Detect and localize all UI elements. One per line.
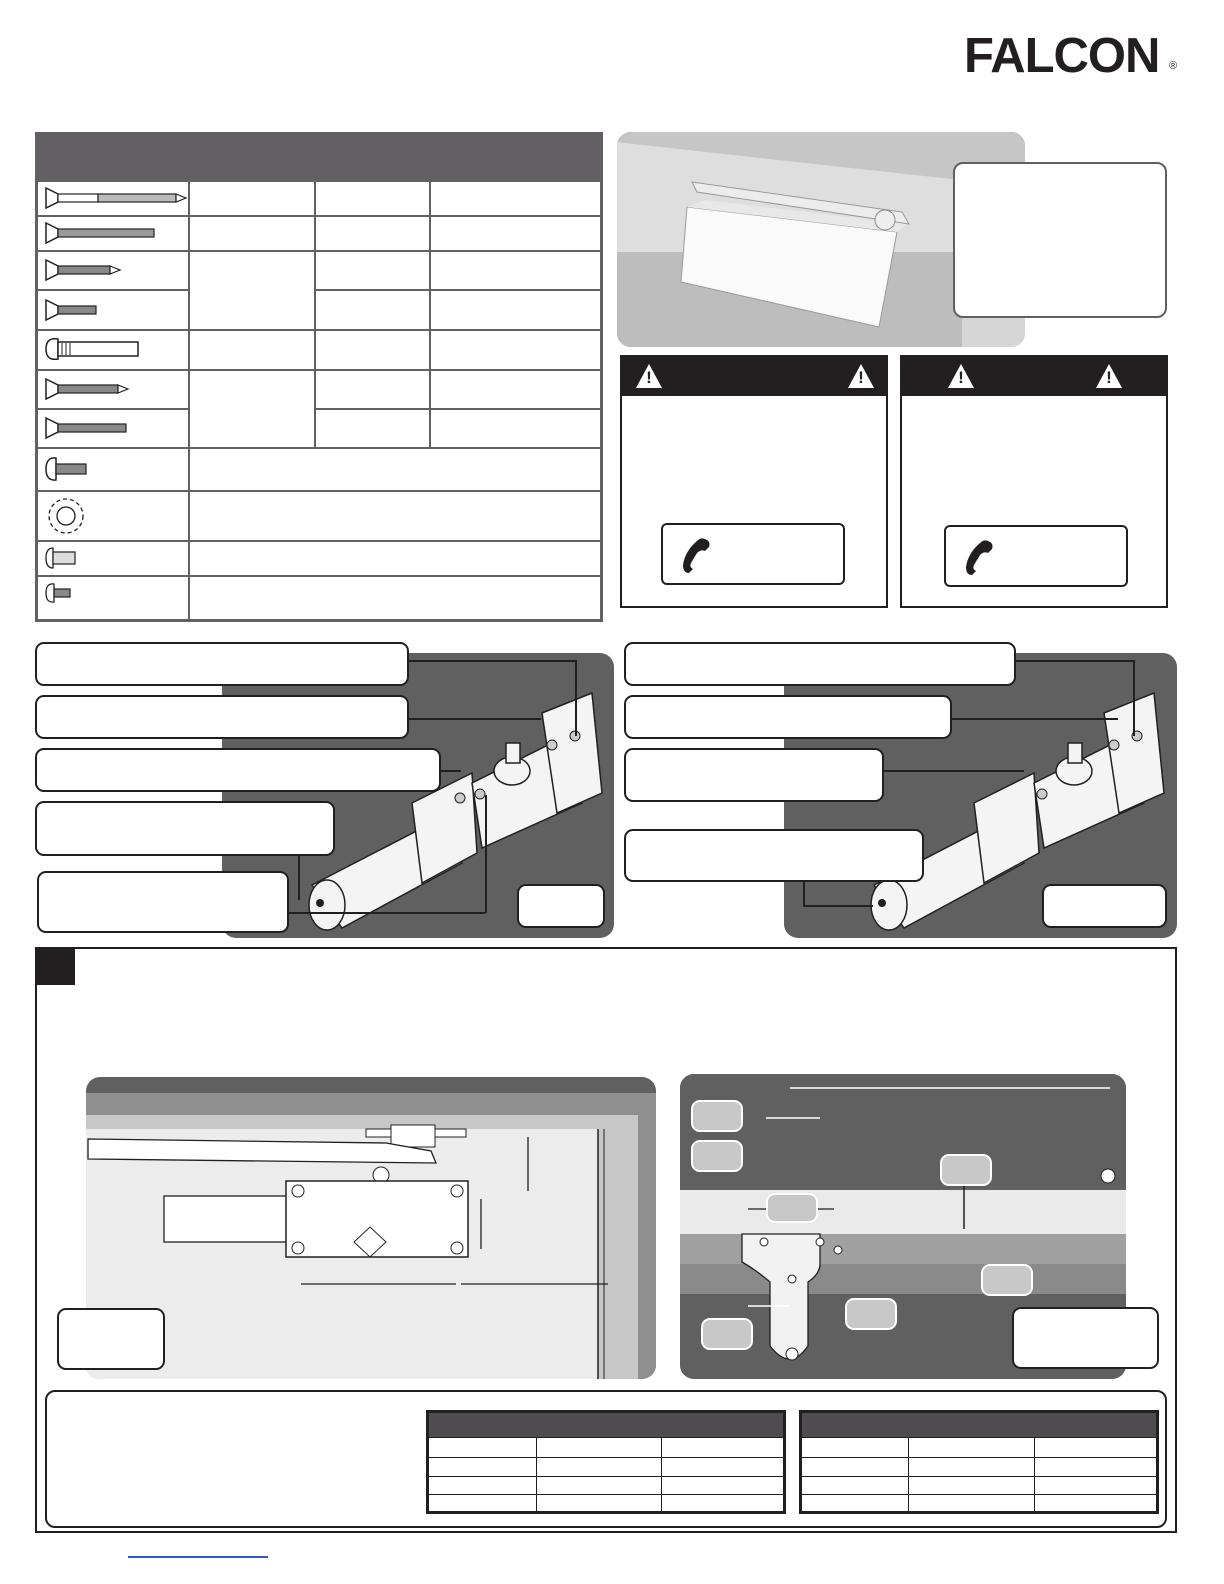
table-row	[802, 1494, 1156, 1495]
machine-screw-medium-icon	[44, 414, 134, 442]
fastener-table-header	[38, 135, 600, 180]
footer-link[interactable]	[128, 1556, 268, 1558]
machine-screw-icon	[44, 296, 104, 324]
leader-line	[1133, 660, 1135, 736]
leader-line	[884, 770, 1024, 772]
mounting-template-drawing-left	[86, 1077, 656, 1379]
model-label	[1042, 884, 1167, 928]
lock-washer-icon	[44, 494, 88, 538]
warning-header	[622, 357, 886, 396]
warning-box-left	[620, 355, 888, 608]
model-label	[517, 884, 605, 928]
leader-line	[409, 718, 541, 720]
table-row	[314, 289, 603, 291]
dimension-tag	[981, 1264, 1033, 1296]
template-callout	[57, 1308, 165, 1370]
dimension-tag	[691, 1100, 743, 1132]
warning-header	[902, 357, 1166, 396]
small-screw-icon	[44, 580, 80, 606]
step-number-badge	[37, 949, 75, 985]
leader-line	[952, 718, 1118, 720]
adjustment-label	[37, 871, 289, 933]
fastener-table	[35, 132, 603, 622]
table-header	[429, 1413, 783, 1437]
exclamation-icon: !	[1106, 368, 1112, 387]
table-divider	[536, 1437, 537, 1511]
wood-screw-long-icon	[44, 184, 189, 212]
table-row	[429, 1457, 783, 1458]
table-row	[38, 447, 600, 449]
phone-icon	[679, 535, 713, 575]
leader-line	[441, 770, 461, 772]
adjustment-label	[624, 829, 924, 882]
table-divider	[908, 1437, 909, 1511]
adjustment-label	[624, 695, 952, 739]
sex-nut-icon	[44, 335, 144, 363]
adjustment-label	[35, 748, 441, 792]
closer-callout	[953, 162, 1167, 318]
leader-line	[485, 795, 487, 913]
table-row	[38, 250, 600, 252]
template-callout	[1012, 1307, 1159, 1369]
dimension-tag	[845, 1298, 897, 1330]
door-frame-mounting-diagram	[86, 1077, 656, 1379]
dimension-tag	[701, 1318, 753, 1350]
dimension-table-right	[799, 1410, 1159, 1514]
table-divider	[429, 180, 431, 447]
exclamation-icon: !	[958, 368, 964, 387]
dimension-tag	[940, 1154, 992, 1186]
brand-name: FALCON	[964, 29, 1160, 83]
adjustment-label	[35, 695, 409, 739]
table-divider	[661, 1437, 662, 1511]
table-row	[38, 289, 188, 291]
falcon-logo	[964, 30, 1184, 82]
table-row	[38, 408, 188, 410]
table-row	[802, 1476, 1156, 1477]
table-row	[429, 1437, 783, 1438]
leader-line	[803, 882, 805, 906]
leader-line	[289, 912, 485, 914]
table-row	[38, 180, 600, 182]
wood-screw-icon	[44, 256, 134, 284]
grommet-nut-icon	[44, 545, 84, 571]
table-row	[314, 408, 603, 410]
table-row	[429, 1476, 783, 1477]
exclamation-icon: !	[646, 368, 652, 387]
table-row	[38, 575, 600, 577]
leader-line	[803, 905, 873, 907]
table-divider	[1034, 1437, 1035, 1511]
table-row	[38, 215, 188, 217]
adjustment-label	[624, 748, 884, 802]
adjustment-label	[35, 642, 409, 686]
leader-line	[1016, 660, 1134, 662]
leader-line	[575, 660, 577, 736]
phone-contact-box	[944, 525, 1128, 587]
table-row	[429, 1494, 783, 1495]
wood-screw-medium-icon	[44, 375, 134, 403]
adjustment-label	[35, 801, 335, 856]
leader-line	[298, 856, 300, 900]
table-row	[188, 215, 603, 217]
exclamation-icon: !	[858, 368, 864, 387]
phone-contact-box	[661, 523, 845, 585]
dimension-tag	[691, 1140, 743, 1172]
pan-head-screw-icon	[44, 453, 94, 485]
dimension-tag	[766, 1193, 818, 1223]
machine-screw-long-icon	[44, 219, 164, 247]
table-row	[38, 329, 600, 331]
table-divider	[314, 180, 316, 447]
table-row	[38, 540, 600, 542]
table-header	[802, 1413, 1156, 1437]
table-row	[38, 369, 600, 371]
leader-line	[409, 660, 575, 662]
table-divider	[188, 180, 190, 619]
phone-icon	[962, 537, 996, 577]
adjustment-label	[624, 642, 1016, 686]
table-row	[802, 1457, 1156, 1458]
dimension-table-left	[426, 1410, 786, 1514]
table-row	[802, 1437, 1156, 1438]
warning-box-right	[900, 355, 1168, 608]
table-row	[38, 490, 600, 492]
registered-mark: ®	[1169, 60, 1178, 72]
